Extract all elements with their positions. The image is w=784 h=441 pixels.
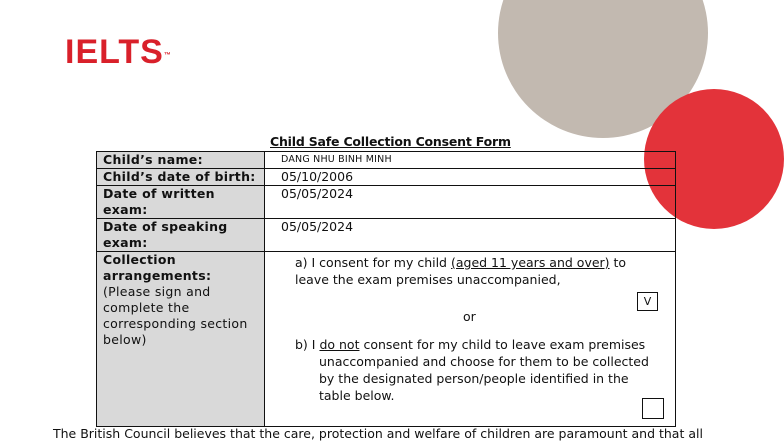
child-dob-label: Child’s date of birth: <box>97 169 265 186</box>
option-b-checkbox[interactable] <box>642 398 664 419</box>
footer-text: The British Council believes that the care, protection and welfare of children are paramount and that all <box>53 426 703 441</box>
written-exam-date-label: Date of written exam: <box>97 186 265 219</box>
table-row <box>97 252 676 427</box>
consent-form-table <box>96 151 676 427</box>
child-name-value[interactable]: DANG NHU BINH MINH <box>265 152 676 169</box>
written-exam-date-value[interactable]: 05/05/2024 <box>265 186 676 219</box>
ielts-logo: IELTS™ <box>65 33 171 71</box>
collection-options <box>265 252 676 427</box>
table-row <box>97 219 676 252</box>
table-row <box>97 152 676 169</box>
speaking-exam-date-value[interactable]: 05/05/2024 <box>265 219 676 252</box>
child-dob-value[interactable]: 05/10/2006 <box>265 169 676 186</box>
speaking-exam-date-label: Date of speaking exam: <box>97 219 265 252</box>
table-row <box>97 169 676 186</box>
option-b-text: b) I do not consent for my child to leave exam premises unaccompanied and choose for them to be collected by the designated person/people identified in the table below. <box>295 337 649 403</box>
collection-note: (Please sign and complete the corresponding section below) <box>103 284 248 347</box>
form-title: Child Safe Collection Consent Form <box>270 134 511 149</box>
collection-label-text: Collection arrangements: <box>103 252 212 283</box>
child-name-label: Child’s name: <box>97 152 265 169</box>
or-separator: or <box>463 309 476 324</box>
collection-arrangements-label <box>97 252 265 427</box>
table-row <box>97 186 676 219</box>
option-a-text: a) I consent for my child (aged 11 years and over) to leave the exam premises unaccompanied, <box>295 255 627 287</box>
option-a-checkbox[interactable]: V <box>637 292 658 311</box>
